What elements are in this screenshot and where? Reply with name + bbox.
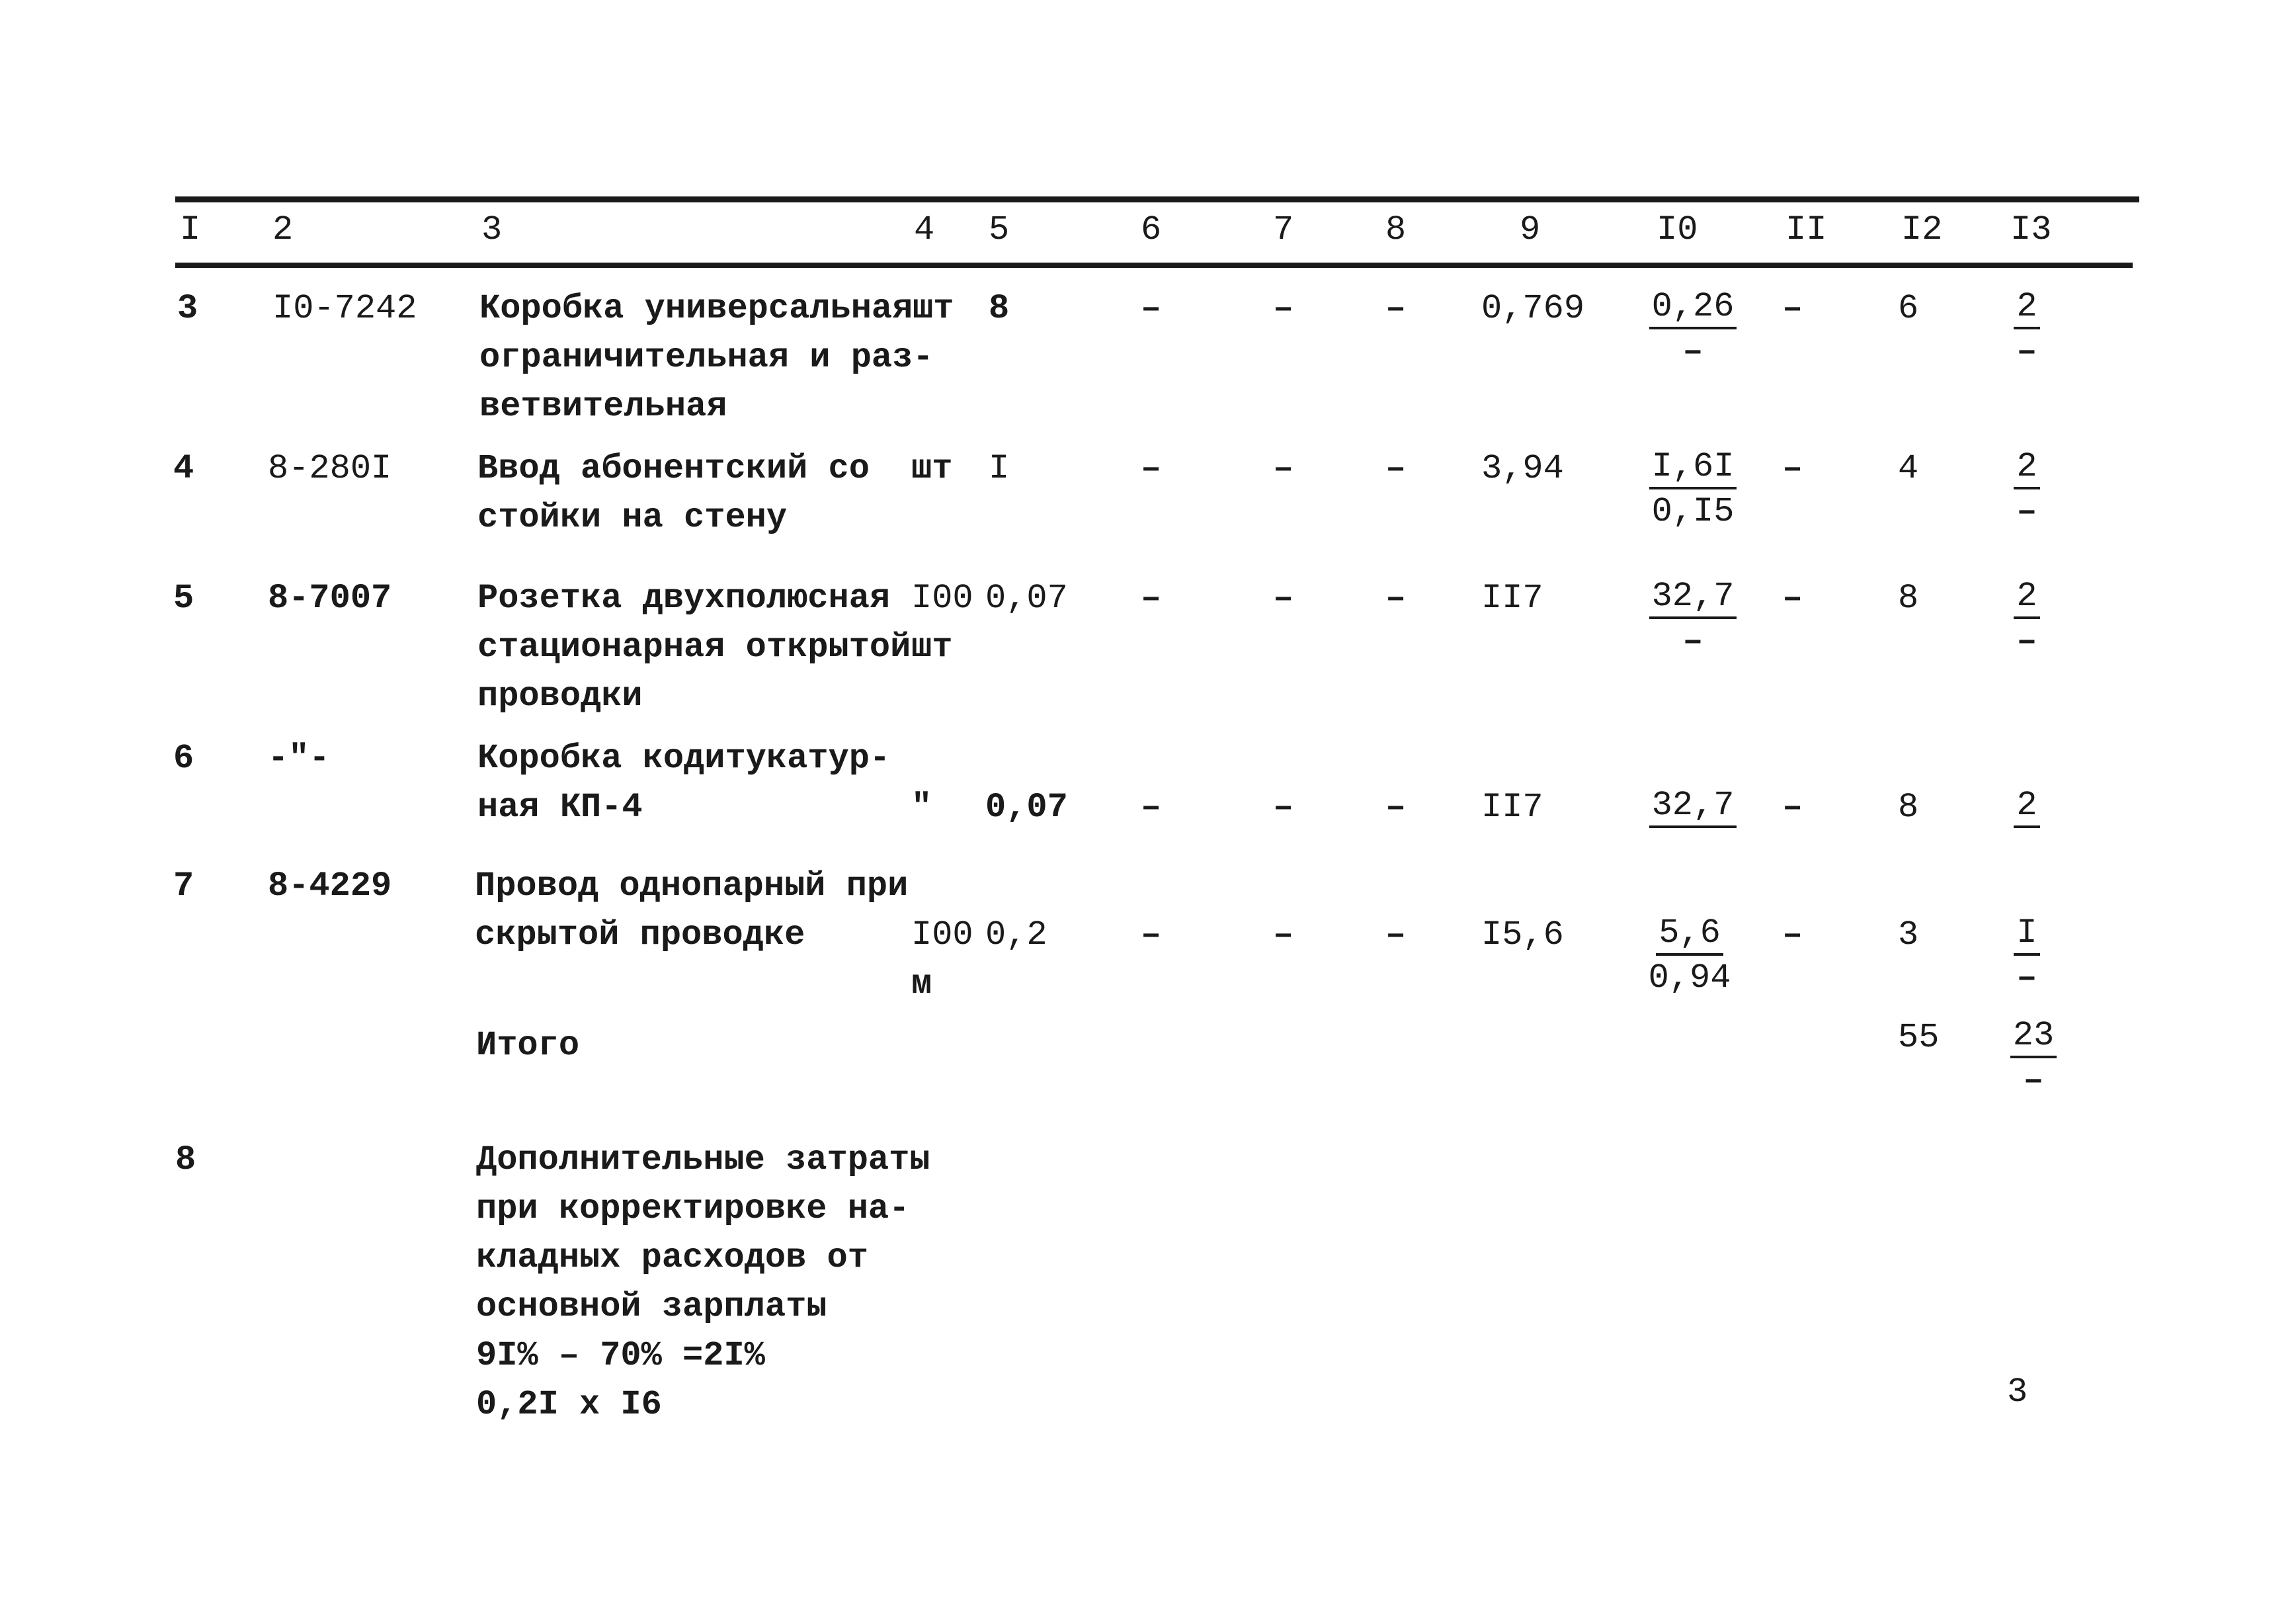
row-col9: 0,769: [1481, 289, 1585, 328]
row-col8: –: [1385, 579, 1407, 618]
row-col13-fraction: [1990, 911, 2063, 1001]
table-top-rule: [175, 196, 2139, 202]
col-header-6: 6: [1141, 210, 1162, 249]
row-code: 8-4229: [268, 866, 392, 906]
col-header-8: 8: [1385, 210, 1407, 249]
row-desc-line: стойки на стену: [477, 498, 788, 537]
row-desc-line: основной зарплаты: [476, 1287, 827, 1326]
row-col6: –: [1141, 788, 1162, 827]
fraction-numerator: 0,26: [1649, 287, 1737, 329]
fraction-numerator: 2: [2014, 577, 2039, 619]
header-bottom-rule: [175, 263, 2133, 268]
row-col7: –: [1273, 915, 1294, 954]
fraction-numerator: 2: [2014, 447, 2039, 489]
col-header-13: I3: [2010, 210, 2052, 249]
row-number: 7: [173, 866, 194, 906]
row-number: 4: [173, 449, 194, 488]
row-col13-fraction: [1990, 444, 2063, 534]
row-col13-fraction: [1990, 574, 2063, 664]
row-col11: –: [1782, 915, 1803, 954]
row-col6: –: [1141, 915, 1162, 954]
fraction-denominator: 0,I5: [1651, 492, 1735, 531]
row-col10-fraction: [1640, 444, 1746, 534]
row-col9: 3,94: [1481, 449, 1564, 488]
row-col7: –: [1273, 788, 1294, 827]
row-col9: I5,6: [1481, 915, 1564, 954]
row-code: I0-7242: [272, 289, 417, 328]
row-unit: I00: [911, 579, 973, 618]
row-col12: 8: [1898, 579, 1919, 618]
fraction-numerator: 2: [2014, 287, 2039, 329]
row-desc-line: кладных расходов от: [476, 1238, 868, 1277]
fraction-denominator: 0,94: [1648, 958, 1731, 997]
col-header-3: 3: [481, 210, 503, 249]
row-desc-line: 9I% – 70% =2I%: [476, 1336, 765, 1375]
row-desc-line: скрытой проводке: [475, 915, 805, 954]
col-header-4: 4: [914, 210, 935, 249]
row-desc-line: Коробка кодитукатур-: [477, 739, 891, 778]
row-col12: 3: [1898, 915, 1919, 954]
total-col13-fraction: [1984, 1013, 2083, 1103]
row-col10-fraction: [1640, 284, 1746, 374]
col-header-12: I2: [1901, 210, 1943, 249]
row-qty: I: [989, 449, 1010, 488]
fraction-denominator: –: [2016, 622, 2037, 661]
row-desc-line: Розетка двухполюсная: [477, 579, 891, 618]
row-col8: –: [1385, 289, 1407, 328]
fraction-denominator: –: [2023, 1061, 2044, 1100]
row-desc-line: проводки: [477, 677, 643, 716]
row-col8: –: [1385, 449, 1407, 488]
row-col7: –: [1273, 289, 1294, 328]
row-desc-line: Дополнительные затраты: [476, 1140, 930, 1179]
row-col8: –: [1385, 915, 1407, 954]
col-header-10: I0: [1657, 210, 1698, 249]
row-col8: –: [1385, 788, 1407, 827]
row-col7: –: [1273, 579, 1294, 618]
row-col12: 6: [1898, 289, 1919, 328]
row-col6: –: [1141, 579, 1162, 618]
row-desc-line: Провод однопарный при: [475, 866, 909, 906]
row-unit: I00: [911, 915, 973, 954]
row-unit-line2: м: [911, 964, 932, 1003]
row-qty: 0,07: [985, 788, 1068, 827]
row-number: 8: [175, 1140, 196, 1179]
row-col6: –: [1141, 289, 1162, 328]
fraction-numerator: 5,6: [1656, 913, 1723, 956]
row-col13: 3: [2007, 1372, 2028, 1412]
row-desc-line: при корректировке на-: [476, 1189, 910, 1228]
row-col11: –: [1782, 449, 1803, 488]
row-desc-line: стационарная открытой: [477, 628, 911, 667]
row-unit: шт: [913, 289, 954, 328]
row-code: 8-280I: [268, 449, 392, 488]
col-header-5: 5: [989, 210, 1010, 249]
total-label: Итого: [476, 1026, 580, 1065]
row-unit: ": [911, 788, 932, 827]
row-desc-line: Ввод абонентский со: [477, 449, 870, 488]
row-number: 3: [177, 289, 198, 328]
row-col13-fraction: [1990, 783, 2063, 828]
col-header-7: 7: [1273, 210, 1294, 249]
row-desc-line: ограничительная и раз-: [479, 338, 934, 377]
row-qty: 0,2: [985, 915, 1047, 954]
row-col12: 8: [1898, 788, 1919, 827]
row-col9: II7: [1481, 788, 1543, 827]
row-col7: –: [1273, 449, 1294, 488]
fraction-numerator: 32,7: [1649, 786, 1737, 828]
row-desc-line: Коробка универсальная: [479, 289, 913, 328]
row-col9: II7: [1481, 579, 1543, 618]
row-col13-fraction: [1990, 284, 2063, 374]
row-number: 5: [173, 579, 194, 618]
row-col10-fraction: [1640, 574, 1746, 664]
row-desc-line: 0,2I х I6: [476, 1385, 662, 1424]
row-col10-fraction: [1640, 783, 1746, 828]
row-unit: шт: [911, 449, 953, 488]
row-desc-line: ная КП-4: [477, 788, 643, 827]
fraction-numerator: 32,7: [1649, 577, 1737, 619]
fraction-denominator: –: [2016, 958, 2037, 997]
fraction-denominator: –: [1682, 622, 1703, 661]
fraction-numerator: 2: [2014, 786, 2039, 828]
fraction-numerator: I: [2014, 913, 2039, 956]
fraction-denominator: –: [2016, 492, 2037, 531]
fraction-numerator: I,6I: [1649, 447, 1737, 489]
fraction-numerator: 23: [2010, 1016, 2057, 1058]
fraction-denominator: –: [1682, 332, 1703, 371]
row-qty: 0,07: [985, 579, 1068, 618]
row-number: 6: [173, 739, 194, 778]
row-code: 8-7007: [268, 579, 392, 618]
row-col11: –: [1782, 579, 1803, 618]
row-col10-fraction: [1633, 911, 1746, 1001]
fraction-denominator: –: [2016, 332, 2037, 371]
col-header-11: II: [1785, 210, 1827, 249]
col-header-2: 2: [272, 210, 294, 249]
col-header-9: 9: [1520, 210, 1541, 249]
total-col12: 55: [1898, 1018, 1940, 1057]
col-header-1: I: [180, 210, 201, 249]
row-desc-line: ветвительная: [479, 387, 727, 426]
row-col6: –: [1141, 449, 1162, 488]
row-qty: 8: [989, 289, 1010, 328]
row-unit-line2: шт: [911, 628, 953, 667]
row-col12: 4: [1898, 449, 1919, 488]
row-code: -"-: [268, 739, 330, 778]
row-col11: –: [1782, 788, 1803, 827]
row-col11: –: [1782, 289, 1803, 328]
